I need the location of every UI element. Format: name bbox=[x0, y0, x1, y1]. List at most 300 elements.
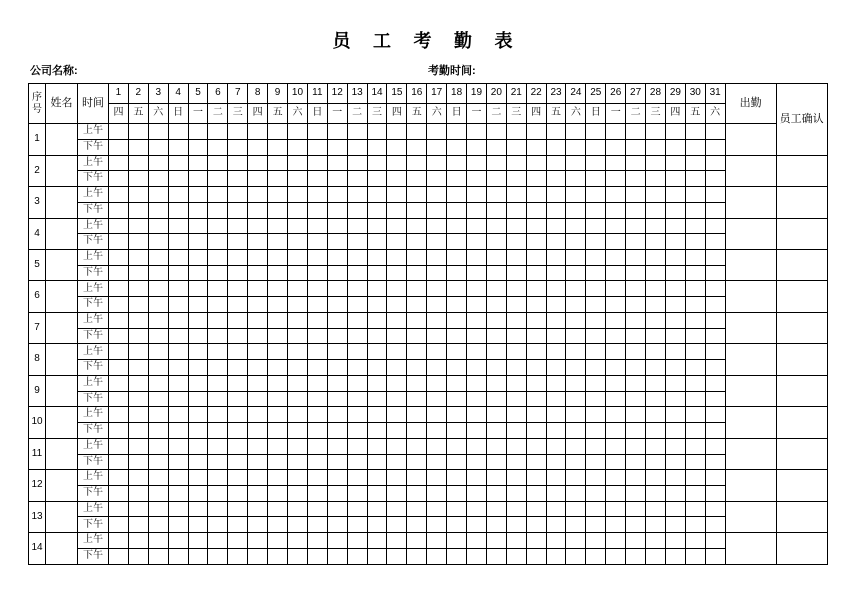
day-mark-cell[interactable] bbox=[188, 486, 208, 502]
day-mark-cell[interactable] bbox=[486, 407, 506, 423]
day-mark-cell[interactable] bbox=[685, 281, 705, 297]
day-mark-cell[interactable] bbox=[387, 312, 407, 328]
day-mark-cell[interactable] bbox=[586, 265, 606, 281]
day-mark-cell[interactable] bbox=[387, 218, 407, 234]
day-mark-cell[interactable] bbox=[705, 124, 725, 140]
day-mark-cell[interactable] bbox=[427, 423, 447, 439]
day-mark-cell[interactable] bbox=[566, 486, 586, 502]
day-mark-cell[interactable] bbox=[347, 297, 367, 313]
confirm-signature-cell[interactable] bbox=[776, 501, 827, 532]
day-mark-cell[interactable] bbox=[447, 360, 467, 376]
confirm-signature-cell[interactable] bbox=[776, 155, 827, 186]
day-mark-cell[interactable] bbox=[387, 407, 407, 423]
day-mark-cell[interactable] bbox=[307, 187, 327, 203]
day-mark-cell[interactable] bbox=[486, 501, 506, 517]
day-mark-cell[interactable] bbox=[646, 454, 666, 470]
day-mark-cell[interactable] bbox=[526, 171, 546, 187]
day-mark-cell[interactable] bbox=[327, 187, 347, 203]
day-mark-cell[interactable] bbox=[188, 391, 208, 407]
day-mark-cell[interactable] bbox=[268, 281, 288, 297]
day-mark-cell[interactable] bbox=[646, 124, 666, 140]
day-mark-cell[interactable] bbox=[327, 486, 347, 502]
day-mark-cell[interactable] bbox=[109, 234, 129, 250]
day-mark-cell[interactable] bbox=[626, 297, 646, 313]
day-mark-cell[interactable] bbox=[427, 312, 447, 328]
name-input-cell[interactable] bbox=[46, 375, 78, 406]
day-mark-cell[interactable] bbox=[387, 454, 407, 470]
day-mark-cell[interactable] bbox=[128, 328, 148, 344]
day-mark-cell[interactable] bbox=[685, 202, 705, 218]
day-mark-cell[interactable] bbox=[307, 328, 327, 344]
day-mark-cell[interactable] bbox=[228, 234, 248, 250]
day-mark-cell[interactable] bbox=[327, 454, 347, 470]
day-mark-cell[interactable] bbox=[307, 501, 327, 517]
day-mark-cell[interactable] bbox=[367, 265, 387, 281]
day-mark-cell[interactable] bbox=[526, 344, 546, 360]
day-mark-cell[interactable] bbox=[546, 139, 566, 155]
day-mark-cell[interactable] bbox=[586, 548, 606, 564]
day-mark-cell[interactable] bbox=[347, 171, 367, 187]
day-mark-cell[interactable] bbox=[486, 533, 506, 549]
day-mark-cell[interactable] bbox=[367, 187, 387, 203]
day-mark-cell[interactable] bbox=[367, 533, 387, 549]
day-mark-cell[interactable] bbox=[228, 171, 248, 187]
day-mark-cell[interactable] bbox=[367, 360, 387, 376]
day-mark-cell[interactable] bbox=[467, 548, 487, 564]
day-mark-cell[interactable] bbox=[347, 391, 367, 407]
day-mark-cell[interactable] bbox=[407, 470, 427, 486]
day-mark-cell[interactable] bbox=[626, 438, 646, 454]
day-mark-cell[interactable] bbox=[228, 328, 248, 344]
day-mark-cell[interactable] bbox=[467, 202, 487, 218]
day-mark-cell[interactable] bbox=[367, 375, 387, 391]
day-mark-cell[interactable] bbox=[606, 454, 626, 470]
day-mark-cell[interactable] bbox=[566, 250, 586, 266]
day-mark-cell[interactable] bbox=[705, 297, 725, 313]
day-mark-cell[interactable] bbox=[526, 218, 546, 234]
day-mark-cell[interactable] bbox=[646, 548, 666, 564]
day-mark-cell[interactable] bbox=[327, 218, 347, 234]
day-mark-cell[interactable] bbox=[327, 501, 347, 517]
day-mark-cell[interactable] bbox=[626, 407, 646, 423]
day-mark-cell[interactable] bbox=[467, 234, 487, 250]
day-mark-cell[interactable] bbox=[467, 391, 487, 407]
day-mark-cell[interactable] bbox=[546, 423, 566, 439]
day-mark-cell[interactable] bbox=[685, 454, 705, 470]
day-mark-cell[interactable] bbox=[665, 124, 685, 140]
day-mark-cell[interactable] bbox=[447, 218, 467, 234]
day-mark-cell[interactable] bbox=[347, 312, 367, 328]
day-mark-cell[interactable] bbox=[347, 548, 367, 564]
day-mark-cell[interactable] bbox=[268, 171, 288, 187]
day-mark-cell[interactable] bbox=[228, 486, 248, 502]
day-mark-cell[interactable] bbox=[526, 407, 546, 423]
day-mark-cell[interactable] bbox=[626, 171, 646, 187]
day-mark-cell[interactable] bbox=[248, 548, 268, 564]
day-mark-cell[interactable] bbox=[606, 297, 626, 313]
day-mark-cell[interactable] bbox=[327, 250, 347, 266]
day-mark-cell[interactable] bbox=[347, 124, 367, 140]
day-mark-cell[interactable] bbox=[168, 281, 188, 297]
day-mark-cell[interactable] bbox=[347, 454, 367, 470]
day-mark-cell[interactable] bbox=[248, 202, 268, 218]
day-mark-cell[interactable] bbox=[188, 139, 208, 155]
day-mark-cell[interactable] bbox=[486, 360, 506, 376]
day-mark-cell[interactable] bbox=[109, 470, 129, 486]
attendance-total-cell[interactable] bbox=[725, 533, 776, 565]
day-mark-cell[interactable] bbox=[626, 360, 646, 376]
day-mark-cell[interactable] bbox=[367, 139, 387, 155]
day-mark-cell[interactable] bbox=[407, 171, 427, 187]
day-mark-cell[interactable] bbox=[188, 202, 208, 218]
day-mark-cell[interactable] bbox=[327, 360, 347, 376]
day-mark-cell[interactable] bbox=[665, 454, 685, 470]
day-mark-cell[interactable] bbox=[288, 139, 308, 155]
day-mark-cell[interactable] bbox=[228, 517, 248, 533]
day-mark-cell[interactable] bbox=[228, 391, 248, 407]
day-mark-cell[interactable] bbox=[268, 139, 288, 155]
day-mark-cell[interactable] bbox=[168, 187, 188, 203]
confirm-signature-cell[interactable] bbox=[776, 375, 827, 406]
day-mark-cell[interactable] bbox=[586, 470, 606, 486]
day-mark-cell[interactable] bbox=[566, 124, 586, 140]
day-mark-cell[interactable] bbox=[486, 139, 506, 155]
day-mark-cell[interactable] bbox=[407, 391, 427, 407]
day-mark-cell[interactable] bbox=[128, 344, 148, 360]
day-mark-cell[interactable] bbox=[248, 155, 268, 171]
day-mark-cell[interactable] bbox=[546, 375, 566, 391]
day-mark-cell[interactable] bbox=[566, 202, 586, 218]
day-mark-cell[interactable] bbox=[407, 344, 427, 360]
day-mark-cell[interactable] bbox=[109, 312, 129, 328]
day-mark-cell[interactable] bbox=[188, 218, 208, 234]
day-mark-cell[interactable] bbox=[208, 407, 228, 423]
day-mark-cell[interactable] bbox=[506, 470, 526, 486]
day-mark-cell[interactable] bbox=[128, 218, 148, 234]
day-mark-cell[interactable] bbox=[665, 533, 685, 549]
day-mark-cell[interactable] bbox=[626, 218, 646, 234]
day-mark-cell[interactable] bbox=[188, 328, 208, 344]
day-mark-cell[interactable] bbox=[128, 155, 148, 171]
day-mark-cell[interactable] bbox=[307, 155, 327, 171]
attendance-total-cell[interactable] bbox=[725, 501, 776, 532]
day-mark-cell[interactable] bbox=[268, 517, 288, 533]
day-mark-cell[interactable] bbox=[646, 423, 666, 439]
day-mark-cell[interactable] bbox=[347, 187, 367, 203]
day-mark-cell[interactable] bbox=[347, 139, 367, 155]
day-mark-cell[interactable] bbox=[646, 218, 666, 234]
day-mark-cell[interactable] bbox=[467, 423, 487, 439]
day-mark-cell[interactable] bbox=[109, 155, 129, 171]
attendance-total-cell[interactable] bbox=[725, 344, 776, 375]
day-mark-cell[interactable] bbox=[646, 375, 666, 391]
day-mark-cell[interactable] bbox=[665, 297, 685, 313]
day-mark-cell[interactable] bbox=[486, 265, 506, 281]
day-mark-cell[interactable] bbox=[268, 486, 288, 502]
day-mark-cell[interactable] bbox=[506, 407, 526, 423]
day-mark-cell[interactable] bbox=[467, 250, 487, 266]
day-mark-cell[interactable] bbox=[387, 328, 407, 344]
day-mark-cell[interactable] bbox=[586, 501, 606, 517]
day-mark-cell[interactable] bbox=[248, 360, 268, 376]
day-mark-cell[interactable] bbox=[288, 470, 308, 486]
day-mark-cell[interactable] bbox=[327, 423, 347, 439]
day-mark-cell[interactable] bbox=[486, 312, 506, 328]
day-mark-cell[interactable] bbox=[665, 470, 685, 486]
day-mark-cell[interactable] bbox=[128, 124, 148, 140]
day-mark-cell[interactable] bbox=[705, 344, 725, 360]
day-mark-cell[interactable] bbox=[526, 501, 546, 517]
day-mark-cell[interactable] bbox=[586, 517, 606, 533]
day-mark-cell[interactable] bbox=[387, 375, 407, 391]
day-mark-cell[interactable] bbox=[228, 139, 248, 155]
day-mark-cell[interactable] bbox=[486, 328, 506, 344]
day-mark-cell[interactable] bbox=[307, 139, 327, 155]
confirm-signature-cell[interactable] bbox=[776, 470, 827, 501]
day-mark-cell[interactable] bbox=[367, 548, 387, 564]
day-mark-cell[interactable] bbox=[248, 297, 268, 313]
day-mark-cell[interactable] bbox=[566, 438, 586, 454]
day-mark-cell[interactable] bbox=[526, 423, 546, 439]
day-mark-cell[interactable] bbox=[467, 438, 487, 454]
day-mark-cell[interactable] bbox=[685, 265, 705, 281]
day-mark-cell[interactable] bbox=[228, 423, 248, 439]
day-mark-cell[interactable] bbox=[705, 533, 725, 549]
day-mark-cell[interactable] bbox=[467, 470, 487, 486]
day-mark-cell[interactable] bbox=[506, 391, 526, 407]
day-mark-cell[interactable] bbox=[148, 265, 168, 281]
day-mark-cell[interactable] bbox=[367, 234, 387, 250]
day-mark-cell[interactable] bbox=[327, 281, 347, 297]
confirm-signature-cell[interactable] bbox=[776, 407, 827, 438]
day-mark-cell[interactable] bbox=[168, 517, 188, 533]
day-mark-cell[interactable] bbox=[387, 171, 407, 187]
day-mark-cell[interactable] bbox=[506, 234, 526, 250]
day-mark-cell[interactable] bbox=[327, 265, 347, 281]
day-mark-cell[interactable] bbox=[586, 234, 606, 250]
attendance-total-cell[interactable] bbox=[725, 124, 776, 155]
day-mark-cell[interactable] bbox=[467, 486, 487, 502]
day-mark-cell[interactable] bbox=[566, 218, 586, 234]
day-mark-cell[interactable] bbox=[626, 328, 646, 344]
day-mark-cell[interactable] bbox=[526, 297, 546, 313]
day-mark-cell[interactable] bbox=[506, 423, 526, 439]
day-mark-cell[interactable] bbox=[546, 517, 566, 533]
day-mark-cell[interactable] bbox=[467, 533, 487, 549]
day-mark-cell[interactable] bbox=[307, 218, 327, 234]
day-mark-cell[interactable] bbox=[307, 344, 327, 360]
day-mark-cell[interactable] bbox=[665, 344, 685, 360]
day-mark-cell[interactable] bbox=[109, 391, 129, 407]
day-mark-cell[interactable] bbox=[665, 250, 685, 266]
name-input-cell[interactable] bbox=[46, 533, 78, 565]
day-mark-cell[interactable] bbox=[427, 486, 447, 502]
day-mark-cell[interactable] bbox=[665, 234, 685, 250]
day-mark-cell[interactable] bbox=[307, 250, 327, 266]
day-mark-cell[interactable] bbox=[109, 517, 129, 533]
day-mark-cell[interactable] bbox=[288, 517, 308, 533]
day-mark-cell[interactable] bbox=[327, 328, 347, 344]
day-mark-cell[interactable] bbox=[586, 155, 606, 171]
day-mark-cell[interactable] bbox=[546, 124, 566, 140]
day-mark-cell[interactable] bbox=[188, 234, 208, 250]
day-mark-cell[interactable] bbox=[109, 297, 129, 313]
day-mark-cell[interactable] bbox=[367, 517, 387, 533]
day-mark-cell[interactable] bbox=[566, 155, 586, 171]
day-mark-cell[interactable] bbox=[486, 187, 506, 203]
day-mark-cell[interactable] bbox=[228, 438, 248, 454]
day-mark-cell[interactable] bbox=[626, 344, 646, 360]
day-mark-cell[interactable] bbox=[685, 407, 705, 423]
day-mark-cell[interactable] bbox=[705, 265, 725, 281]
day-mark-cell[interactable] bbox=[486, 155, 506, 171]
day-mark-cell[interactable] bbox=[486, 250, 506, 266]
day-mark-cell[interactable] bbox=[347, 470, 367, 486]
day-mark-cell[interactable] bbox=[188, 187, 208, 203]
day-mark-cell[interactable] bbox=[327, 375, 347, 391]
day-mark-cell[interactable] bbox=[665, 155, 685, 171]
day-mark-cell[interactable] bbox=[705, 423, 725, 439]
day-mark-cell[interactable] bbox=[128, 312, 148, 328]
day-mark-cell[interactable] bbox=[288, 486, 308, 502]
day-mark-cell[interactable] bbox=[367, 171, 387, 187]
day-mark-cell[interactable] bbox=[148, 501, 168, 517]
day-mark-cell[interactable] bbox=[387, 423, 407, 439]
day-mark-cell[interactable] bbox=[208, 124, 228, 140]
day-mark-cell[interactable] bbox=[646, 187, 666, 203]
day-mark-cell[interactable] bbox=[327, 391, 347, 407]
day-mark-cell[interactable] bbox=[685, 250, 705, 266]
day-mark-cell[interactable] bbox=[646, 501, 666, 517]
day-mark-cell[interactable] bbox=[208, 454, 228, 470]
day-mark-cell[interactable] bbox=[128, 250, 148, 266]
day-mark-cell[interactable] bbox=[546, 297, 566, 313]
day-mark-cell[interactable] bbox=[705, 171, 725, 187]
day-mark-cell[interactable] bbox=[665, 486, 685, 502]
day-mark-cell[interactable] bbox=[367, 423, 387, 439]
day-mark-cell[interactable] bbox=[506, 250, 526, 266]
day-mark-cell[interactable] bbox=[109, 328, 129, 344]
day-mark-cell[interactable] bbox=[546, 407, 566, 423]
day-mark-cell[interactable] bbox=[486, 281, 506, 297]
day-mark-cell[interactable] bbox=[467, 171, 487, 187]
day-mark-cell[interactable] bbox=[387, 139, 407, 155]
day-mark-cell[interactable] bbox=[506, 139, 526, 155]
day-mark-cell[interactable] bbox=[486, 218, 506, 234]
day-mark-cell[interactable] bbox=[168, 423, 188, 439]
day-mark-cell[interactable] bbox=[586, 202, 606, 218]
day-mark-cell[interactable] bbox=[188, 155, 208, 171]
day-mark-cell[interactable] bbox=[467, 218, 487, 234]
day-mark-cell[interactable] bbox=[168, 486, 188, 502]
day-mark-cell[interactable] bbox=[307, 486, 327, 502]
attendance-total-cell[interactable] bbox=[725, 218, 776, 249]
day-mark-cell[interactable] bbox=[268, 234, 288, 250]
day-mark-cell[interactable] bbox=[228, 360, 248, 376]
day-mark-cell[interactable] bbox=[128, 533, 148, 549]
day-mark-cell[interactable] bbox=[467, 139, 487, 155]
day-mark-cell[interactable] bbox=[288, 375, 308, 391]
day-mark-cell[interactable] bbox=[148, 360, 168, 376]
name-input-cell[interactable] bbox=[46, 155, 78, 186]
day-mark-cell[interactable] bbox=[705, 470, 725, 486]
day-mark-cell[interactable] bbox=[685, 517, 705, 533]
day-mark-cell[interactable] bbox=[228, 124, 248, 140]
day-mark-cell[interactable] bbox=[128, 517, 148, 533]
day-mark-cell[interactable] bbox=[347, 423, 367, 439]
day-mark-cell[interactable] bbox=[307, 391, 327, 407]
day-mark-cell[interactable] bbox=[606, 312, 626, 328]
day-mark-cell[interactable] bbox=[467, 344, 487, 360]
day-mark-cell[interactable] bbox=[228, 297, 248, 313]
day-mark-cell[interactable] bbox=[367, 454, 387, 470]
day-mark-cell[interactable] bbox=[486, 470, 506, 486]
day-mark-cell[interactable] bbox=[606, 281, 626, 297]
day-mark-cell[interactable] bbox=[407, 155, 427, 171]
day-mark-cell[interactable] bbox=[307, 171, 327, 187]
day-mark-cell[interactable] bbox=[705, 234, 725, 250]
day-mark-cell[interactable] bbox=[387, 281, 407, 297]
day-mark-cell[interactable] bbox=[486, 344, 506, 360]
day-mark-cell[interactable] bbox=[268, 328, 288, 344]
day-mark-cell[interactable] bbox=[626, 187, 646, 203]
day-mark-cell[interactable] bbox=[646, 533, 666, 549]
day-mark-cell[interactable] bbox=[148, 250, 168, 266]
day-mark-cell[interactable] bbox=[705, 328, 725, 344]
day-mark-cell[interactable] bbox=[228, 344, 248, 360]
day-mark-cell[interactable] bbox=[168, 202, 188, 218]
day-mark-cell[interactable] bbox=[486, 454, 506, 470]
day-mark-cell[interactable] bbox=[248, 234, 268, 250]
day-mark-cell[interactable] bbox=[347, 486, 367, 502]
day-mark-cell[interactable] bbox=[188, 375, 208, 391]
day-mark-cell[interactable] bbox=[646, 470, 666, 486]
day-mark-cell[interactable] bbox=[407, 360, 427, 376]
day-mark-cell[interactable] bbox=[109, 281, 129, 297]
day-mark-cell[interactable] bbox=[288, 360, 308, 376]
day-mark-cell[interactable] bbox=[407, 265, 427, 281]
day-mark-cell[interactable] bbox=[526, 438, 546, 454]
day-mark-cell[interactable] bbox=[188, 297, 208, 313]
day-mark-cell[interactable] bbox=[467, 124, 487, 140]
day-mark-cell[interactable] bbox=[327, 344, 347, 360]
day-mark-cell[interactable] bbox=[327, 517, 347, 533]
day-mark-cell[interactable] bbox=[307, 470, 327, 486]
day-mark-cell[interactable] bbox=[447, 501, 467, 517]
day-mark-cell[interactable] bbox=[128, 501, 148, 517]
day-mark-cell[interactable] bbox=[506, 202, 526, 218]
day-mark-cell[interactable] bbox=[307, 548, 327, 564]
day-mark-cell[interactable] bbox=[109, 486, 129, 502]
day-mark-cell[interactable] bbox=[705, 250, 725, 266]
day-mark-cell[interactable] bbox=[665, 501, 685, 517]
day-mark-cell[interactable] bbox=[586, 171, 606, 187]
day-mark-cell[interactable] bbox=[268, 265, 288, 281]
day-mark-cell[interactable] bbox=[665, 187, 685, 203]
day-mark-cell[interactable] bbox=[168, 501, 188, 517]
day-mark-cell[interactable] bbox=[148, 344, 168, 360]
day-mark-cell[interactable] bbox=[586, 281, 606, 297]
day-mark-cell[interactable] bbox=[427, 438, 447, 454]
day-mark-cell[interactable] bbox=[188, 423, 208, 439]
day-mark-cell[interactable] bbox=[506, 533, 526, 549]
day-mark-cell[interactable] bbox=[447, 139, 467, 155]
day-mark-cell[interactable] bbox=[109, 423, 129, 439]
day-mark-cell[interactable] bbox=[705, 218, 725, 234]
day-mark-cell[interactable] bbox=[407, 375, 427, 391]
day-mark-cell[interactable] bbox=[526, 360, 546, 376]
day-mark-cell[interactable] bbox=[268, 218, 288, 234]
